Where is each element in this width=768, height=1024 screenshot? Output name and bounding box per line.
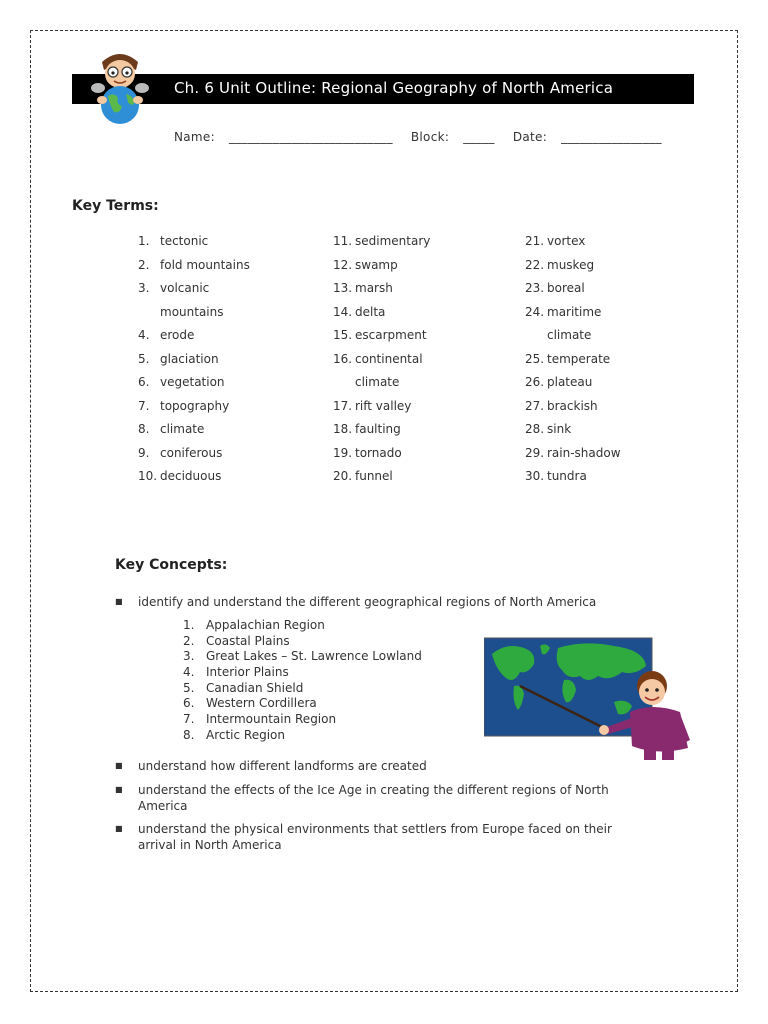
region-name: Intermountain Region bbox=[206, 712, 337, 727]
term-word: faulting bbox=[355, 422, 401, 436]
term-word: climate bbox=[547, 328, 592, 342]
key-concepts-heading: Key Concepts: bbox=[115, 557, 228, 573]
region-name: Interior Plains bbox=[206, 665, 289, 680]
term-word: deciduous bbox=[160, 469, 222, 483]
term-word: mountains bbox=[160, 304, 224, 319]
term-word: sink bbox=[547, 422, 572, 436]
term-word: temperate bbox=[547, 351, 611, 366]
term-word: tectonic bbox=[160, 234, 209, 248]
term-number: 10. bbox=[138, 469, 158, 483]
concept-text: understand the physical environments that settlers from Europe faced on their arrival in North America bbox=[138, 822, 612, 852]
term-number: 4. bbox=[138, 328, 150, 342]
term-word: continental bbox=[355, 351, 423, 366]
term-number: 2. bbox=[138, 257, 150, 272]
bullet-marker: ■ bbox=[115, 824, 123, 833]
term-word: coniferous bbox=[160, 445, 223, 460]
term-word: boreal bbox=[547, 281, 585, 295]
term-number: 7. bbox=[138, 398, 150, 413]
term-number: 20. bbox=[333, 469, 353, 483]
term-word: erode bbox=[160, 328, 195, 342]
term-number: 21. bbox=[525, 234, 545, 248]
term-word: delta bbox=[355, 304, 386, 319]
region-number: 2. bbox=[183, 633, 195, 648]
term-word: funnel bbox=[355, 469, 393, 483]
teacher-pointing-at-map-icon bbox=[484, 636, 694, 766]
term-number: 17. bbox=[333, 398, 353, 413]
term-number: 27. bbox=[525, 398, 545, 413]
region-number: 3. bbox=[183, 649, 195, 664]
term-number: 8. bbox=[138, 422, 150, 436]
term-word: vegetation bbox=[160, 375, 225, 389]
term-number: 5. bbox=[138, 351, 150, 366]
term-number: 29. bbox=[525, 445, 545, 460]
region-name: Appalachian Region bbox=[206, 618, 325, 632]
term-number: 12. bbox=[333, 257, 353, 272]
term-word: climate bbox=[160, 422, 205, 436]
date-blank: ________________ bbox=[561, 130, 662, 144]
term-word: volcanic bbox=[160, 281, 210, 295]
name-blank: __________________________ bbox=[228, 130, 393, 144]
page-title: Ch. 6 Unit Outline: Regional Geography of North America bbox=[174, 79, 614, 97]
term-number: 28. bbox=[525, 422, 545, 436]
term-number: 3. bbox=[138, 281, 150, 295]
term-number: 18. bbox=[333, 422, 353, 436]
region-name: Arctic Region bbox=[206, 727, 286, 742]
term-word: sedimentary bbox=[355, 234, 431, 248]
term-number: 9. bbox=[138, 445, 150, 460]
region-number: 6. bbox=[183, 696, 195, 711]
region-number: 8. bbox=[183, 727, 195, 742]
bullet-marker: ■ bbox=[115, 597, 123, 606]
bullet-marker: ■ bbox=[115, 761, 123, 770]
region-number: 7. bbox=[183, 712, 195, 727]
term-word: brackish bbox=[547, 398, 598, 413]
term-number: 13. bbox=[333, 281, 353, 295]
term-word: rift valley bbox=[355, 398, 412, 413]
bullet-marker: ■ bbox=[115, 785, 123, 794]
term-word: tundra bbox=[547, 469, 587, 483]
student-info-line bbox=[174, 130, 676, 144]
term-word: tornado bbox=[355, 445, 402, 460]
term-word: topography bbox=[160, 398, 230, 413]
term-number: 6. bbox=[138, 375, 150, 389]
concept-text: understand the effects of the Ice Age in creating the different regions of North America bbox=[138, 783, 609, 813]
region-name: Canadian Shield bbox=[206, 680, 304, 695]
term-number: 30. bbox=[525, 469, 545, 483]
region-number: 5. bbox=[183, 680, 195, 695]
date-label: Date: bbox=[512, 130, 548, 144]
term-word: escarpment bbox=[355, 328, 427, 342]
term-number: 15. bbox=[333, 328, 353, 342]
block-label: Block: bbox=[410, 130, 450, 144]
block-blank: _____ bbox=[463, 130, 495, 144]
region-name: Great Lakes – St. Lawrence Lowland bbox=[206, 649, 422, 664]
region-name: Coastal Plains bbox=[206, 633, 290, 648]
term-word: climate bbox=[355, 375, 400, 389]
term-word: marsh bbox=[355, 281, 393, 295]
title-bar bbox=[72, 74, 694, 104]
term-number: 23. bbox=[525, 281, 545, 295]
region-number: 4. bbox=[183, 665, 195, 680]
key-terms-heading: Key Terms: bbox=[72, 198, 159, 214]
term-number: 16. bbox=[333, 351, 353, 366]
term-word: rain-shadow bbox=[547, 445, 621, 460]
term-word: fold mountains bbox=[160, 257, 250, 272]
term-word: swamp bbox=[355, 257, 398, 272]
term-word: vortex bbox=[547, 234, 586, 248]
name-label: Name: bbox=[174, 130, 215, 144]
region-number: 1. bbox=[183, 618, 195, 632]
boy-with-globe-icon bbox=[90, 48, 150, 126]
term-number: 22. bbox=[525, 257, 545, 272]
term-word: maritime bbox=[547, 304, 602, 319]
concept-text: understand how different landforms are created bbox=[138, 759, 427, 773]
term-number: 25. bbox=[525, 351, 545, 366]
term-number: 1. bbox=[138, 234, 150, 248]
region-name: Western Cordillera bbox=[206, 696, 317, 711]
term-number: 26. bbox=[525, 375, 545, 389]
term-word: plateau bbox=[547, 375, 593, 389]
term-number: 14. bbox=[333, 304, 353, 319]
term-word: glaciation bbox=[160, 351, 219, 366]
term-number: 11. bbox=[333, 234, 353, 248]
term-number: 24. bbox=[525, 304, 545, 319]
concept-text: identify and understand the different geographical regions of North America bbox=[138, 595, 597, 609]
term-number: 19. bbox=[333, 445, 353, 460]
term-word: muskeg bbox=[547, 257, 595, 272]
